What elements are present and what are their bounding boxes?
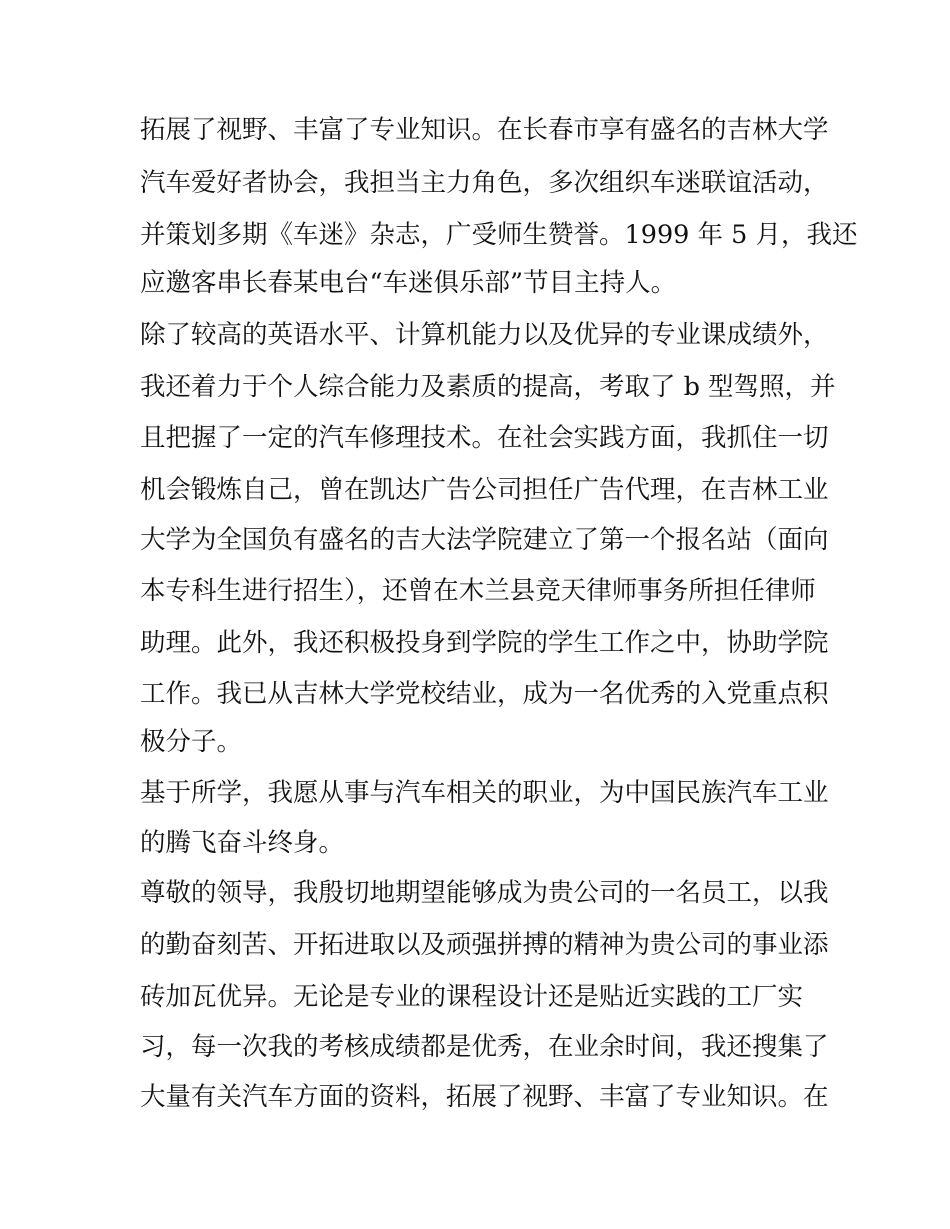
text-line: 拓展了视野、丰富了专业知识。在长春市享有盛名的吉林大学: [140, 115, 829, 145]
text-line: 助理。此外，我还积极投身到学院的学生工作之中，协助学院: [140, 628, 829, 658]
text-line: 的腾飞奋斗终身。: [140, 828, 345, 858]
text-line: 习，每一次我的考核成绩都是优秀，在业余时间，我还搜集了: [140, 1032, 829, 1062]
text-line: 基于所学，我愿从事与汽车相关的职业，为中国民族汽车工业: [140, 778, 829, 808]
text-line: 的勤奋刻苦、开拓进取以及顽强拼搏的精神为贵公司的事业添: [140, 930, 829, 960]
text-line: 除了较高的英语水平、计算机能力以及优异的专业课成绩外，: [140, 320, 829, 350]
text-line: 本专科生进行招生），还曾在木兰县竞天律师事务所担任律师: [140, 576, 816, 606]
text-line: 应邀客串长春某电台“车迷俱乐部”节目主持人。: [140, 268, 677, 298]
text-line: 工作。我已从吉林大学党校结业，成为一名优秀的入党重点积: [140, 679, 829, 709]
text-line: 汽车爱好者协会，我担当主力角色，多次组织车迷联谊活动，: [140, 168, 829, 198]
text-line: 砖加瓦优异。无论是专业的课程设计还是贴近实践的工厂实: [140, 982, 804, 1012]
text-line: 尊敬的领导，我殷切地期望能够成为贵公司的一名员工，以我: [140, 878, 829, 908]
text-line: 大学为全国负有盛名的吉大法学院建立了第一个报名站（面向: [140, 525, 829, 555]
text-line: 机会锻炼自己，曾在凯达广告公司担任广告代理，在吉林工业: [140, 475, 829, 505]
text-line: 我还着力于个人综合能力及素质的提高，考取了 b 型驾照，并: [140, 372, 836, 402]
text-line: 大量有关汽车方面的资料，拓展了视野、丰富了专业知识。在: [140, 1082, 829, 1112]
text-line: 且把握了一定的汽车修理技术。在社会实践方面，我抓住一切: [140, 423, 829, 453]
text-line: 并策划多期《车迷》杂志，广受师生赞誉。1999 年 5 月，我还: [140, 220, 858, 250]
text-line: 极分子。: [140, 727, 243, 757]
